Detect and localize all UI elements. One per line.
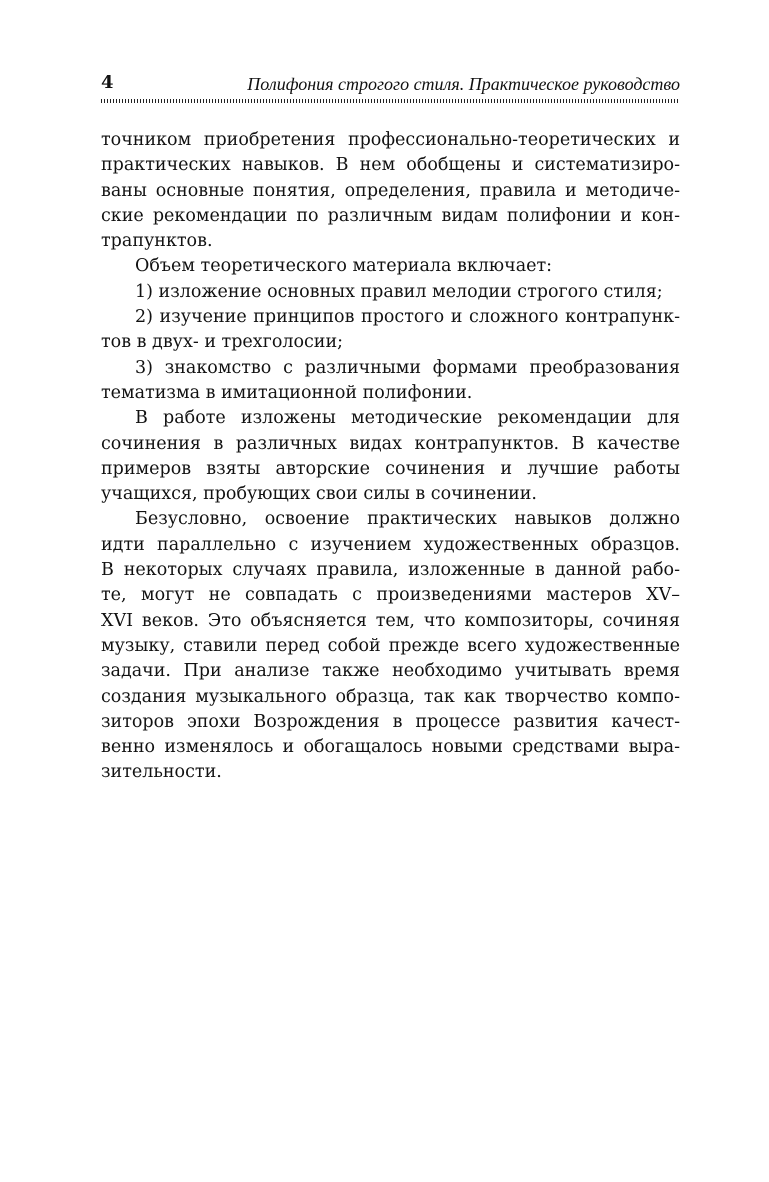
text-line: Объем теоретического материала включает: bbox=[135, 256, 553, 277]
running-title: Полифония строгого стиля. Практическое руководство bbox=[247, 74, 680, 94]
text-line: 2) изучение принципов простого и сложного контрапунк- bbox=[135, 307, 680, 328]
text-line: те, могут не совпадать с произведениями мастеров XV– bbox=[101, 585, 680, 606]
text-line: примеров взяты авторские сочинения и лучшие работы bbox=[101, 458, 680, 479]
text-line: В некоторых случаях правила, изложенные в данной рабо- bbox=[101, 560, 680, 581]
text-line: XVI веков. Это объясняется тем, что композиторы, сочиняя bbox=[101, 610, 680, 631]
text-line: зительности. bbox=[101, 762, 222, 783]
text-line: учащихся, пробующих свои силы в сочинении. bbox=[101, 484, 537, 505]
text-line: точником приобретения профессионально-теоретических и bbox=[101, 130, 680, 150]
body-text bbox=[101, 128, 680, 786]
text-line: музыку, ставили перед собой прежде всего художественные bbox=[101, 635, 680, 656]
text-line: создания музыкального образца, так как творчество компо- bbox=[101, 686, 680, 707]
text-line: задачи. При анализе также необходимо учитывать время bbox=[101, 661, 680, 682]
page-number: 4 bbox=[101, 72, 114, 93]
header-rule bbox=[101, 99, 680, 103]
text-line: ваны основные понятия, определения, правила и методиче- bbox=[101, 180, 680, 201]
text-line: зиторов эпохи Возрождения в процессе развития качест- bbox=[101, 711, 680, 732]
text-line: 1) изложение основных правил мелодии строгого стиля; bbox=[135, 281, 663, 302]
text-line: В работе изложены методические рекомендации для bbox=[135, 408, 680, 429]
text-line: 3) знакомство с различными формами преобразования bbox=[135, 357, 680, 378]
text-line: практических навыков. В нем обобщены и систематизиро- bbox=[101, 155, 680, 176]
paragraph bbox=[101, 128, 680, 254]
text-line: идти параллельно с изучением художественных образцов. bbox=[101, 534, 680, 555]
text-line: трапунктов. bbox=[101, 231, 213, 252]
paragraph bbox=[101, 254, 680, 279]
text-line: сочинения в различных видах контрапунктов. В качестве bbox=[101, 433, 680, 454]
text-line: Безусловно, освоение практических навыков должно bbox=[135, 509, 680, 530]
text-line: венно изменялось и обогащалось новыми средствами выра- bbox=[101, 737, 680, 758]
paragraph bbox=[101, 507, 680, 785]
list-item bbox=[101, 280, 680, 305]
list-item bbox=[101, 356, 680, 407]
text-line: тематизма в имитационной полифонии. bbox=[101, 382, 473, 403]
list-item bbox=[101, 305, 680, 356]
running-header bbox=[101, 72, 680, 98]
text-line: тов в двух- и трехголосии; bbox=[101, 332, 344, 353]
paragraph bbox=[101, 406, 680, 507]
text-line: ские рекомендации по различным видам полифонии и кон- bbox=[101, 205, 680, 226]
